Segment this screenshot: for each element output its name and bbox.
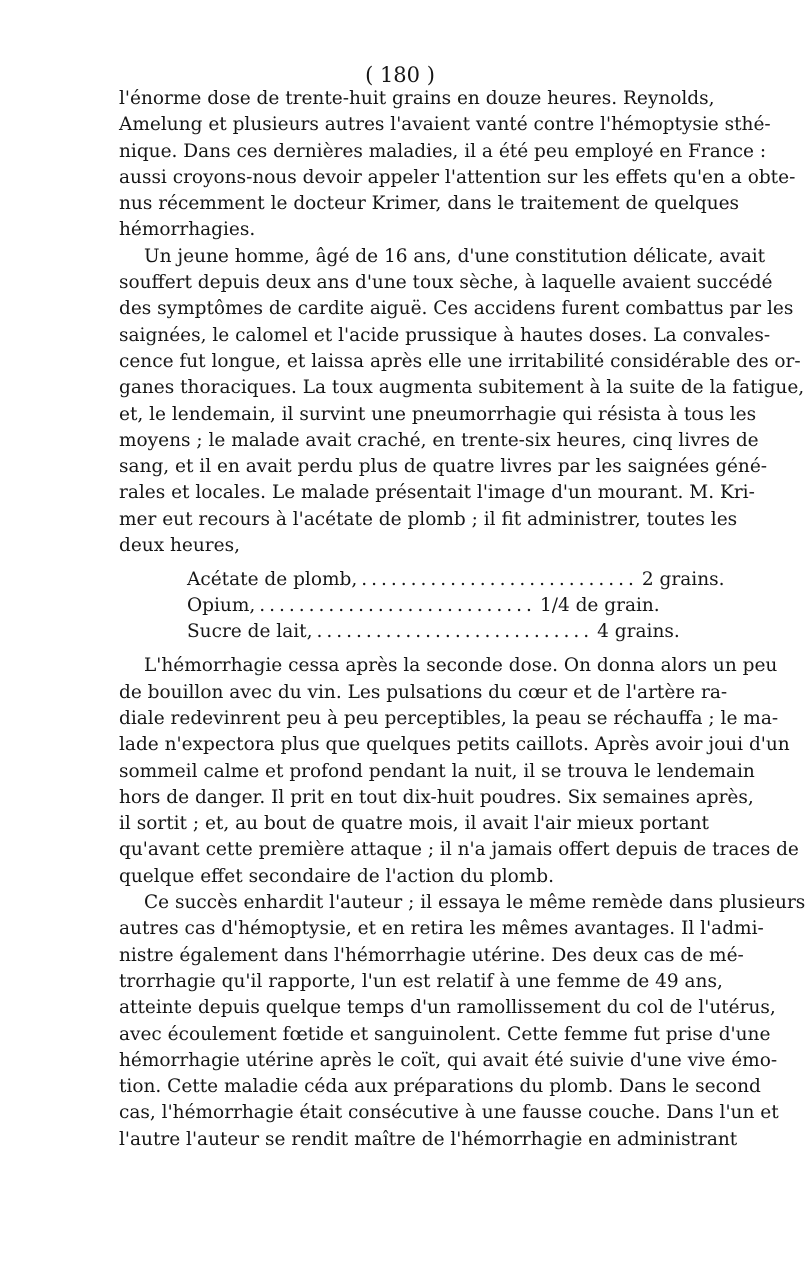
recipe-dose: 1/4 de grain. [539, 595, 660, 617]
text-line: trorrhagie qu'il rapporte, l'un est relatif à une femme de 49 ans, [119, 970, 723, 992]
recipe-drug: Acétate de plomb, [187, 569, 358, 591]
recipe-dose: 2 grains. [641, 569, 725, 591]
leader-dots: ............................ [316, 621, 594, 643]
text-line: quelque effet secondaire de l'action du plomb. [119, 865, 555, 887]
text-line: hors de danger. Il prit en tout dix-huit poudres. Six semaines après, [119, 786, 754, 808]
page-number: ( 180 ) [365, 63, 435, 87]
recipe-list [187, 567, 725, 645]
text-line: deux heures, [119, 535, 240, 557]
text-line: moyens ; le malade avait craché, en trente-six heures, cinq livres de [119, 429, 759, 451]
text-line: de bouillon avec du vin. Les pulsations du cœur et de l'artère ra- [119, 681, 728, 703]
paragraphs-after-recipe [119, 653, 805, 1153]
text-line: l'autre l'auteur se rendit maître de l'hémorrhagie en administrant [119, 1128, 738, 1150]
text-line: Amelung et plusieurs autres l'avaient vanté contre l'hémoptysie sthé- [119, 114, 771, 136]
text-line: diale redevinrent peu à peu perceptibles, la peau se réchauffa ; le ma- [119, 707, 779, 729]
recipe-drug: Sucre de lait, [187, 621, 313, 643]
text-line: des symptômes de cardite aiguë. Ces accidens furent combattus par les [119, 298, 794, 320]
recipe-drug: Opium, [187, 595, 256, 617]
recipe-dose: 4 grains. [597, 621, 680, 643]
text-line: l'énorme dose de trente-huit grains en douze heures. Reynolds, [119, 88, 715, 109]
text-line: rales et locales. Le malade présentait l'image d'un mourant. M. Kri- [119, 482, 755, 504]
text-line: autres cas d'hémoptysie, et en retira les mêmes avantages. Il l'admi- [119, 918, 764, 940]
text-line: sang, et il en avait perdu plus de quatre livres par les saignées géné- [119, 456, 768, 478]
text-line: mer eut recours à l'acétate de plomb ; il fit administrer, toutes les [119, 508, 738, 530]
text-line: hémorrhagies. [119, 219, 256, 241]
leader-dots: ............................ [259, 595, 536, 617]
leader-dots: ............................ [361, 569, 638, 591]
text-line: sommeil calme et profond pendant la nuit, il se trouva le lendemain [119, 760, 755, 782]
text-line: souffert depuis deux ans d'une toux sèche, à laquelle avaient succédé [119, 272, 773, 294]
recipe-row [187, 593, 660, 619]
text-line: ganes thoraciques. La toux augmenta subitement à la suite de la fatigue, [119, 377, 805, 399]
text-line: aussi croyons-nous devoir appeler l'attention sur les effets qu'en a obte- [119, 166, 796, 188]
text-line: atteinte depuis quelque temps d'un ramollissement du col de l'utérus, [119, 997, 776, 1019]
text-line: avec écoulement fœtide et sanguinolent. Cette femme fut prise d'une [119, 1023, 771, 1045]
text-line: il sortit ; et, au bout de quatre mois, il avait l'air mieux portant [119, 813, 709, 835]
text-line: Un jeune homme, âgé de 16 ans, d'une constitution délicate, avait [144, 245, 766, 267]
text-line: nique. Dans ces dernières maladies, il a été peu employé en France : [119, 140, 767, 162]
text-line: L'hémorrhagie cessa après la seconde dose. On donna alors un peu [144, 655, 778, 677]
text-line: hémorrhagie utérine après le coït, qui avait été suivie d'une vive émo- [119, 1049, 778, 1071]
text-line: Ce succès enhardit l'auteur ; il essaya le même remède dans plusieurs [144, 892, 805, 914]
body-text [119, 86, 805, 1153]
paragraph [119, 244, 805, 560]
paragraph [119, 890, 805, 1153]
text-line: nistre également dans l'hémorrhagie utérine. Des deux cas de mé- [119, 944, 744, 966]
text-line: nus récemment le docteur Krimer, dans le traitement de quelques [119, 193, 740, 215]
paragraph [119, 86, 796, 244]
text-line: cence fut longue, et laissa après elle une irritabilité considérable des or- [119, 350, 801, 372]
paragraph [119, 653, 799, 890]
text-line: et, le lendemain, il survint une pneumorrhagie qui résista à tous les [119, 403, 757, 425]
recipe-row [187, 567, 725, 593]
recipe-row [187, 619, 680, 645]
text-line: lade n'expectora plus que quelques petits caillots. Après avoir joui d'un [119, 734, 790, 756]
text-line: cas, l'hémorrhagie était consécutive à une fausse couche. Dans l'un et [119, 1102, 779, 1124]
text-line: tion. Cette maladie céda aux préparations du plomb. Dans le second [119, 1076, 761, 1098]
paragraphs-before-recipe [119, 86, 805, 559]
text-line: qu'avant cette première attaque ; il n'a jamais offert depuis de traces de [119, 839, 799, 861]
text-line: saignées, le calomel et l'acide prussique à hautes doses. La convales- [119, 324, 771, 346]
